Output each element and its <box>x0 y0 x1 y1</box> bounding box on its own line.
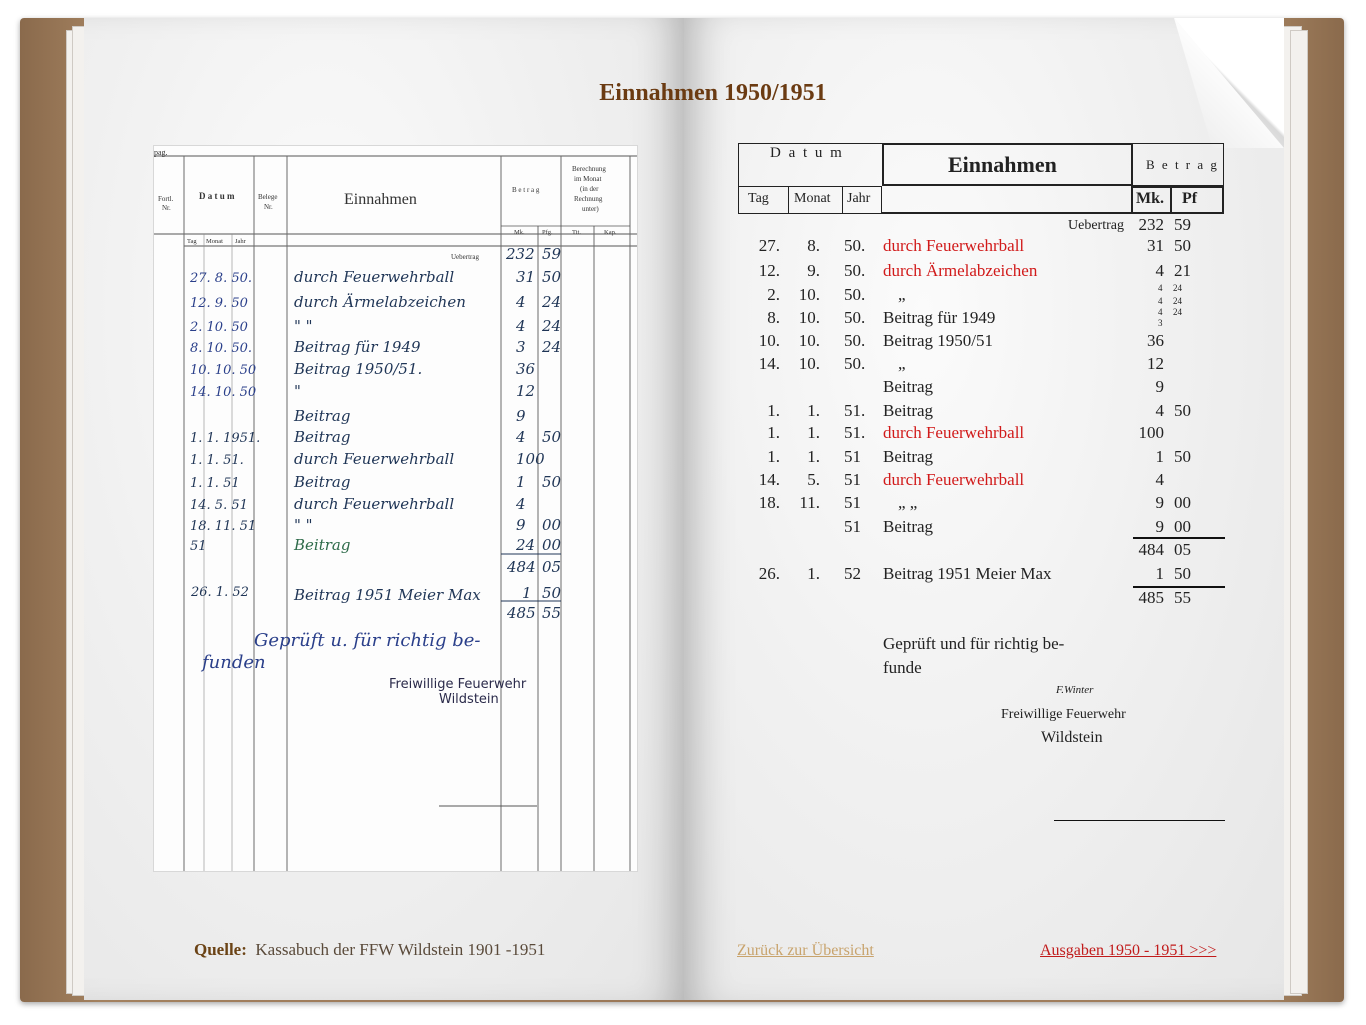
row-jahr: 50. <box>844 261 866 280</box>
scan-pfg-label: Pfg. <box>542 229 553 236</box>
scan-row-mk: 3 <box>516 338 526 356</box>
row-mk: 9 <box>1155 377 1164 396</box>
row-tag: 1. <box>767 423 780 442</box>
row-mk: 31 <box>1147 236 1164 255</box>
back-to-overview-link[interactable]: Zurück zur Übersicht <box>737 942 874 959</box>
row-text: Beitrag <box>883 401 934 420</box>
row-mk: 12 <box>1147 354 1164 373</box>
row-text: Beitrag <box>883 377 934 396</box>
scan-late-mk: 1 <box>522 584 532 602</box>
scan-row-date: 18. 11. 51 <box>190 519 257 534</box>
late-row-mk: 1 <box>1155 564 1164 583</box>
scan-row-pf: 24 <box>542 338 562 356</box>
header-datum-label: D a t u m <box>770 145 844 161</box>
row-mk: 1 <box>1155 447 1164 466</box>
row-monat: 10. <box>798 308 820 327</box>
scan-row-mk: 4 <box>516 317 526 335</box>
sum1-pf: 05 <box>1174 540 1191 559</box>
row-text: durch Feuerwehrball <box>883 236 1025 255</box>
scan-row-pf: 24 <box>542 317 562 335</box>
scan-row-text: Beitrag <box>294 428 351 446</box>
row-jahr: 50. <box>844 354 866 373</box>
row-mk: 4 <box>1155 401 1164 420</box>
late-row-pf: 50 <box>1174 564 1191 583</box>
sum1-mk: 484 <box>1138 540 1164 559</box>
header-pf-label: Pf <box>1182 190 1198 207</box>
row-monat: 8. <box>807 236 820 255</box>
sum2-mk: 485 <box>1138 588 1164 607</box>
sum2-pf: 55 <box>1174 588 1191 607</box>
row-text: Beitrag 1950/51 <box>883 331 994 350</box>
row-monat: 5. <box>807 470 820 489</box>
scan-row-date: 1. 1. 51 <box>190 476 240 491</box>
org-name: Freiwillige Feuerwehr <box>1001 707 1126 722</box>
row-jahr: 51 <box>844 470 861 489</box>
row-text: Beitrag für 1949 <box>883 308 996 327</box>
row-pf: 21 <box>1174 261 1191 280</box>
scan-late-date: 26. 1. 52 <box>191 585 249 600</box>
scan-uebertrag-mk: 232 <box>506 245 535 263</box>
scan-row-date: 14. 5. 51 <box>190 498 248 513</box>
scan-row-mk: 24 <box>516 536 536 554</box>
scan-row-mk: 9 <box>516 516 526 534</box>
scan-row-pf: 50 <box>542 428 562 446</box>
row-pf: 00 <box>1174 517 1191 536</box>
signature: F.Winter <box>1056 684 1094 696</box>
approval-note-line2: funde <box>883 658 922 677</box>
row-mk: 9 <box>1155 517 1164 536</box>
tiny-value-a: 4 <box>1158 283 1163 293</box>
scan-row-pf: 24 <box>542 293 562 311</box>
scan-row-mk: 36 <box>516 360 536 378</box>
scan-row-date: 1. 1. 51. <box>190 453 244 468</box>
row-monat: 1. <box>807 447 820 466</box>
scan-berechnung-3: Rechnung <box>574 195 603 203</box>
tiny-value-b: 24 <box>1173 283 1182 293</box>
scan-sum1-mk: 484 <box>507 558 536 576</box>
row-monat: 9. <box>807 261 820 280</box>
scan-row-pf: 00 <box>542 516 562 534</box>
scan-row-pf: 50 <box>542 268 562 286</box>
row-monat: 10. <box>798 354 820 373</box>
scan-berechnung-0: Berechnung <box>572 165 606 173</box>
source-value: Kassabuch der FFW Wildstein 1901 -1951 <box>255 940 546 959</box>
tiny-value-e: 4 <box>1158 307 1163 317</box>
row-pf: 50 <box>1174 401 1191 420</box>
scan-rows <box>189 268 562 554</box>
scan-row-mk: 12 <box>516 382 536 400</box>
scan-row-date: 8. 10. 50. <box>190 341 253 356</box>
row-text: Beitrag <box>883 517 934 536</box>
row-monat: 10. <box>798 285 820 304</box>
tiny-value-g: 3 <box>1158 318 1163 328</box>
signature-rule <box>1054 820 1225 821</box>
scan-note-line2: funden <box>202 652 266 673</box>
scan-row-mk: 9 <box>516 407 526 425</box>
scan-datum-label: D a t u m <box>199 191 235 201</box>
scan-row-date: 2. 10. 50 <box>190 320 248 335</box>
late-row-monat: 1. <box>807 564 820 583</box>
scan-row-pf: 50 <box>542 473 562 491</box>
scan-nr-label: Nr. <box>162 204 171 212</box>
uebertrag-mk: 232 <box>1138 215 1164 234</box>
row-jahr: 50. <box>844 331 866 350</box>
scan-row-date: 10. 10. 50 <box>190 363 257 378</box>
scan-sum2-pf: 55 <box>542 604 562 622</box>
scan-belege-label: Belege <box>258 193 278 201</box>
scan-uebertrag-pf: 59 <box>542 245 562 263</box>
row-tag: 14. <box>758 354 780 373</box>
tiny-value-f: 24 <box>1173 307 1182 317</box>
scan-stamp-line1: Freiwillige Feuerwehr <box>389 677 527 692</box>
late-row-text: Beitrag 1951 Meier Max <box>883 564 1052 583</box>
row-pf: 00 <box>1174 493 1191 512</box>
scan-pag-label: pag. <box>154 148 168 157</box>
row-monat: 1. <box>807 423 820 442</box>
scan-late-text: Beitrag 1951 Meier Max <box>294 586 481 604</box>
uebertrag-label: Uebertrag <box>1068 218 1124 233</box>
row-text: „ <box>898 354 906 373</box>
scan-note-line1: Geprüft u. für richtig be- <box>254 630 481 651</box>
scan-row-mk: 31 <box>516 268 536 286</box>
scan-row-mk: 1 <box>516 473 526 491</box>
ledger-scan-image <box>153 145 638 872</box>
row-tag: 18. <box>758 493 780 512</box>
row-text: „ <box>898 285 906 304</box>
row-jahr: 51. <box>844 423 866 442</box>
scan-fortl-label: Fortl. <box>158 195 174 203</box>
scan-row-text: Beitrag <box>294 473 351 491</box>
scan-row-date: 1. 1. 1951. <box>190 431 261 446</box>
scan-row-mk: 4 <box>516 293 526 311</box>
header-mk-label: Mk. <box>1136 190 1164 207</box>
scan-tag-label: Tag <box>187 238 197 245</box>
row-tag: 1. <box>767 447 780 466</box>
row-jahr: 51 <box>844 493 861 512</box>
row-monat: 10. <box>798 331 820 350</box>
scan-mk-label: Mk. <box>514 229 525 236</box>
row-tag: 2. <box>767 285 780 304</box>
header-pf-cell <box>1172 186 1224 214</box>
row-pf: 50 <box>1174 236 1191 255</box>
row-mk: 4 <box>1155 470 1164 489</box>
tiny-value-d: 24 <box>1173 296 1182 306</box>
source-caption <box>194 940 545 960</box>
scan-row-mk: 100 <box>516 450 545 468</box>
scan-row-text: Beitrag <box>294 407 351 425</box>
row-tag: 10. <box>758 331 780 350</box>
next-page-link[interactable]: Ausgaben 1950 - 1951 >>> <box>1040 942 1217 959</box>
late-row-tag: 26. <box>758 564 780 583</box>
scan-row-text: " " <box>294 317 313 335</box>
header-betrag-label: B e t r a g <box>1146 157 1219 172</box>
org-place: Wildstein <box>1041 729 1103 746</box>
scan-row-date: 27. 8. 50. <box>190 271 253 286</box>
scan-row-mk: 4 <box>516 495 526 513</box>
row-tag: 27. <box>758 236 780 255</box>
scan-row-text: Beitrag 1950/51. <box>294 360 423 378</box>
header-tag-label: Tag <box>748 191 769 206</box>
scan-late-pf: 50 <box>542 584 562 602</box>
source-label: Quelle: <box>194 940 247 959</box>
scan-belege-nr-label: Nr. <box>264 203 273 211</box>
header-einnahmen-label: Einnahmen <box>948 152 1057 177</box>
row-pf: 50 <box>1174 447 1191 466</box>
late-row-jahr: 52 <box>844 564 861 583</box>
row-monat: 11. <box>799 493 820 512</box>
scan-row-date: 12. 9. 50 <box>190 296 248 311</box>
header-jahr-label: Jahr <box>847 191 871 206</box>
scan-tit-label: Tit. <box>572 229 581 236</box>
row-text: durch Feuerwehrball <box>883 423 1025 442</box>
scan-jahr-label: Jahr <box>235 238 246 245</box>
row-text: durch Ärmelabzeichen <box>883 261 1038 280</box>
scan-row-text: " <box>294 382 301 400</box>
row-tag: 12. <box>758 261 780 280</box>
scan-einnahmen-label: Einnahmen <box>344 191 417 208</box>
scan-uebertrag-label: Uebertrag <box>451 253 479 261</box>
row-monat: 1. <box>807 401 820 420</box>
row-text: durch Feuerwehrball <box>883 470 1025 489</box>
scan-berechnung-2: (in der <box>580 185 599 193</box>
page-title: Einnahmen 1950/1951 <box>599 80 827 106</box>
scan-sum1-pf: 05 <box>542 558 562 576</box>
uebertrag-pf: 59 <box>1174 215 1191 234</box>
scan-row-pf: 00 <box>542 536 562 554</box>
scan-row-text: durch Ärmelabzeichen <box>294 293 466 311</box>
header-monat-label: Monat <box>794 191 831 206</box>
row-tag: 14. <box>758 470 780 489</box>
row-mk: 4 <box>1155 261 1164 280</box>
approval-note-line1: Geprüft und für richtig be- <box>883 634 1065 653</box>
row-mk: 9 <box>1155 493 1164 512</box>
scan-row-date: 51 <box>190 539 207 554</box>
header-blank-cell <box>882 186 1133 214</box>
row-jahr: 51 <box>844 517 861 536</box>
row-tag: 1. <box>767 401 780 420</box>
scan-row-date: 14. 10. 50 <box>190 385 257 400</box>
row-jahr: 51 <box>844 447 861 466</box>
row-mk: 100 <box>1138 423 1164 442</box>
row-text: „ „ <box>898 493 918 512</box>
scan-row-text: Beitrag für 1949 <box>294 338 421 356</box>
scan-row-text: Beitrag <box>294 536 351 554</box>
scan-sum2-mk: 485 <box>507 604 536 622</box>
scan-row-text: " " <box>294 516 313 534</box>
row-text: Beitrag <box>883 447 934 466</box>
scan-monat-label: Monat <box>206 238 223 245</box>
scan-row-text: durch Feuerwehrball <box>294 268 455 286</box>
scan-berechnung-1: im Monat <box>574 175 602 183</box>
scan-stamp-line2: Wildstein <box>439 692 499 707</box>
row-jahr: 50. <box>844 285 866 304</box>
row-jahr: 50. <box>844 236 866 255</box>
scan-row-text: durch Feuerwehrball <box>294 495 455 513</box>
sum1-rule <box>1133 537 1225 539</box>
row-jahr: 50. <box>844 308 866 327</box>
scan-kap-label: Kap. <box>604 229 617 236</box>
row-tag: 8. <box>767 308 780 327</box>
row-jahr: 51. <box>844 401 866 420</box>
tiny-value-c: 4 <box>1158 296 1163 306</box>
page-edges-right-2 <box>1290 30 1308 994</box>
scan-row-text: durch Feuerwehrball <box>294 450 455 468</box>
scan-row-mk: 4 <box>516 428 526 446</box>
scan-betrag-label: B e t r a g <box>512 186 540 194</box>
row-mk: 36 <box>1147 331 1164 350</box>
scan-berechnung-4: unter) <box>582 205 599 213</box>
